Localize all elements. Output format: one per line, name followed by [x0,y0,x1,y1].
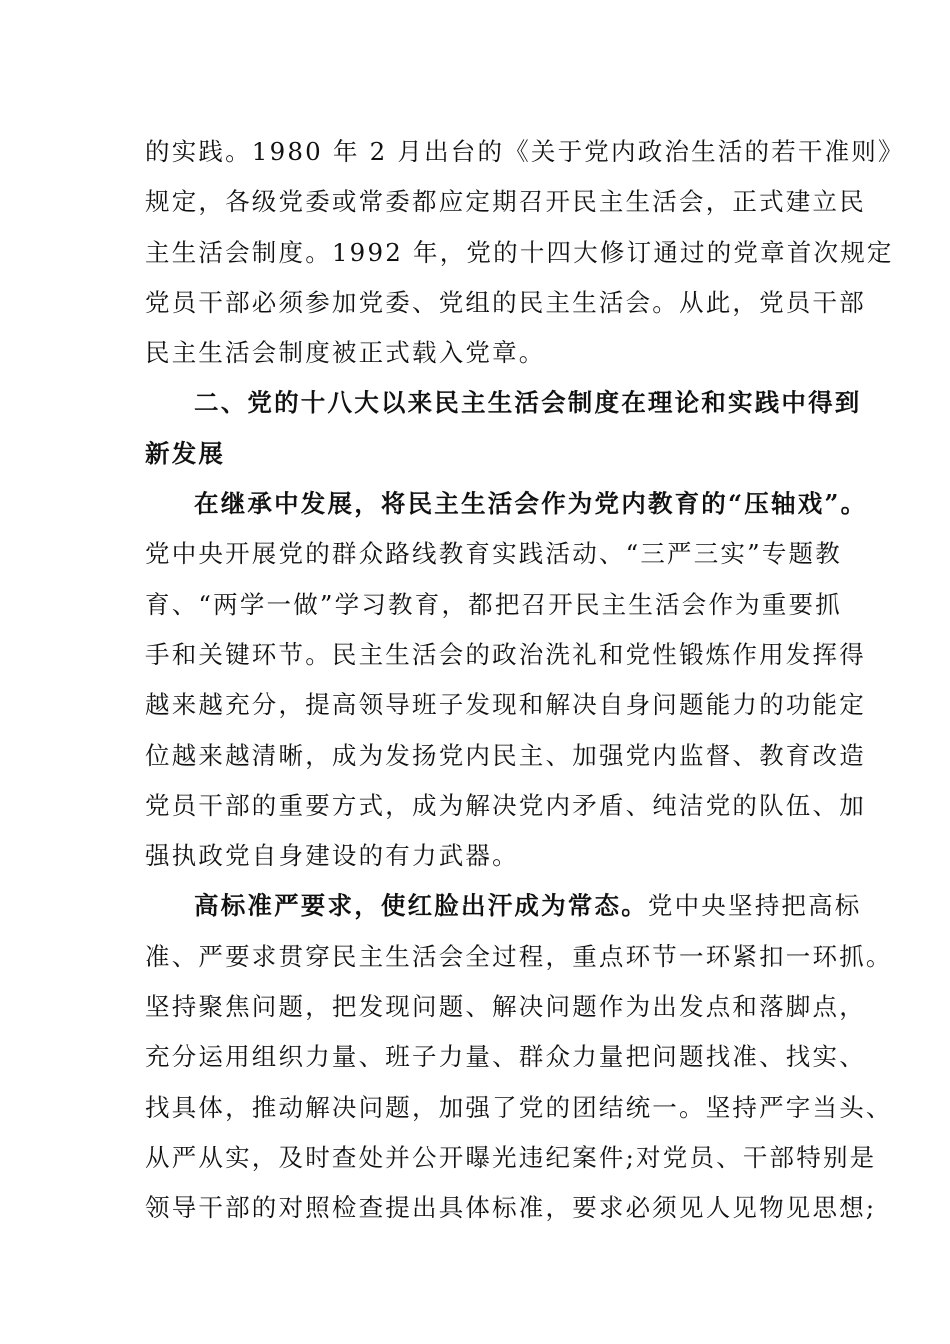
mixed-text-line [145,881,862,931]
section-heading-line: 二、党的十八大以来民主生活会制度在理论和实践中得到 [194,388,862,418]
text-line: 领导干部的对照检查提出具体标准，要求必须见人见物见思想; [145,1193,877,1223]
text-line: 从严从实，及时查处并公开曝光违纪案件;对党员、干部特别是 [145,1142,877,1172]
text-line: 坚持聚焦问题，把发现问题、解决问题作为出发点和落脚点， [145,992,866,1022]
paragraph-lead-bold: 高标准严要求，使红脸出汗成为常态。 [194,891,648,921]
text-line: 强执政党自身建设的有力武器。 [145,841,519,871]
text-line: 充分运用组织力量、班子力量、群众力量把问题找准、找实、 [145,1042,866,1072]
text-line: 手和关键环节。民主生活会的政治洗礼和党性锻炼作用发挥得 [145,639,866,669]
text-line: 育、“两学一做”学习教育，都把召开民主生活会作为重要抓 [145,589,842,619]
section-heading-line: 新发展 [145,438,226,468]
text-line: 位越来越清晰，成为发扬党内民主、加强党内监督、教育改造 [145,740,866,770]
text-line: 准、严要求贯穿民主生活会全过程，重点环节一环紧扣一环抓。 [145,941,893,971]
paragraph-lead-bold: 在继承中发展，将民主生活会作为党内教育的“压轴戏”。 [194,489,868,519]
text-line: 主生活会制度。1992 年，党的十四大修订通过的党章首次规定 [145,237,894,267]
text-line: 党中央开展党的群众路线教育实践活动、“三严三实”专题教 [145,539,842,569]
document-body [145,127,905,1234]
text-line: 规定，各级党委或常委都应定期召开民主生活会，正式建立民 [145,187,866,217]
text-line: 的实践。1980 年 2 月出台的《关于党内政治生活的若干准则》 [145,137,905,166]
text-line: 党员干部必须参加党委、党组的民主生活会。从此，党员干部 [145,287,866,317]
text-span: 党中央坚持把高标 [647,891,862,921]
text-line: 找具体，推动解决问题，加强了党的团结统一。坚持严字当头、 [145,1092,893,1122]
text-line: 越来越充分，提高领导班子发现和解决自身问题能力的功能定 [145,690,866,720]
text-line: 民主生活会制度被正式载入党章。 [145,338,546,368]
text-line: 党员干部的重要方式，成为解决党内矛盾、纯洁党的队伍、加 [145,790,866,820]
